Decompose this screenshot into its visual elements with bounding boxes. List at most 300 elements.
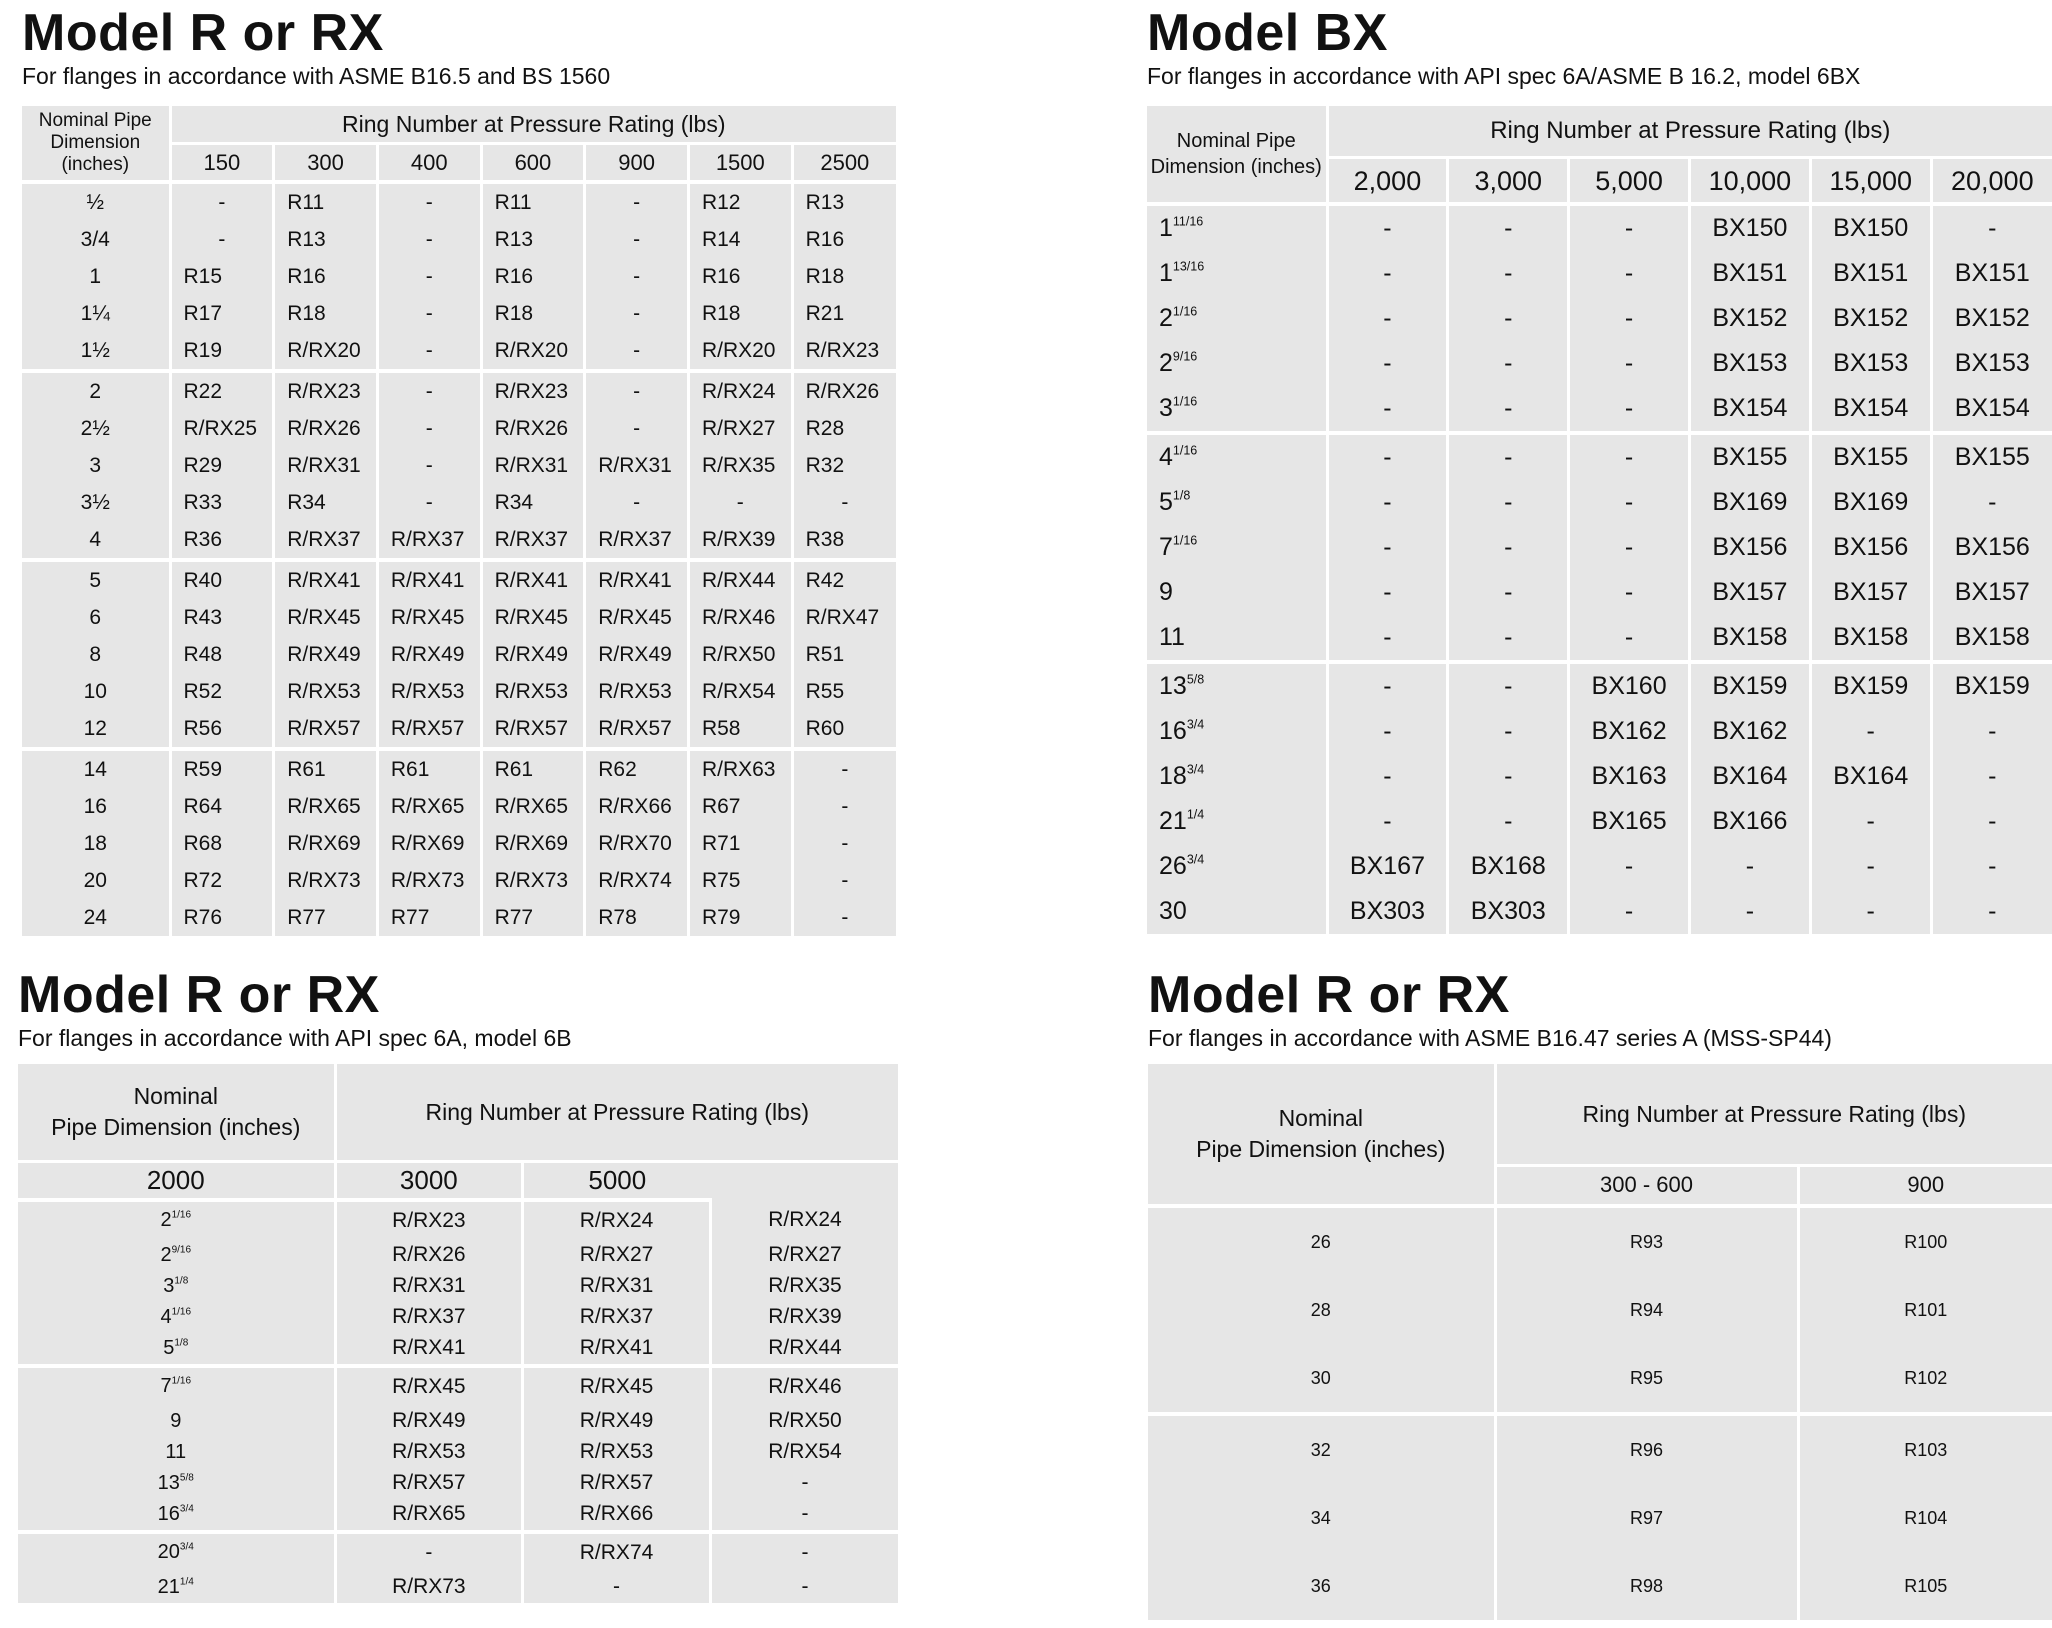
dim-whole: 18 [1159,762,1187,790]
dim-cell: ½ [22,182,170,221]
dim-whole: 1 [1159,259,1173,287]
ring-cell: R61 [274,749,378,788]
ring-cell: R98 [1495,1552,1798,1620]
ring-cell: - [1327,525,1448,570]
ring-cell: R16 [688,258,792,295]
panel-title: Model R or RX [22,4,384,62]
ring-cell: BX303 [1327,889,1448,934]
ring-cell: BX155 [1810,433,1931,480]
dim-whole: 16 [1159,717,1187,745]
panel-subtitle: For flanges in accordance with API spec 6A/ASME B 16.2, model 6BX [1147,63,1861,89]
ring-cell: - [1810,889,1931,934]
ring-cell: R/RX24 [768,1207,842,1231]
ring-cell: R/RX37 [585,521,689,560]
dim-fraction: 1/16 [1172,533,1198,548]
ring-cell: R/RX69 [274,825,378,862]
ring-cell: R/RX57 [523,1468,711,1499]
ring-cell: R/RX47 [805,605,880,629]
ring-cell: BX154 [1689,386,1810,433]
ring-cell: - [1448,662,1569,709]
dim-cell [18,1406,335,1437]
rating-header-2: 400 [377,144,481,183]
ring-cell: - [688,484,792,521]
dim-cell: 3 [22,447,170,484]
table-row [22,221,896,258]
ring-cell: R/RX65 [274,788,378,825]
ring-cell: - [841,757,849,781]
dim-fraction: 1/8 [174,1337,189,1348]
dim-whole: 11 [1159,623,1185,651]
ring-cell: - [1327,204,1448,251]
dim-fraction: 1/4 [179,1576,194,1587]
rating-header-1: 3,000 [1448,158,1569,205]
dim-cell: 10 [22,673,170,710]
ring-cell: - [1448,251,1569,296]
dim-cell: 34 [1148,1484,1495,1552]
ring-cell: - [1327,341,1448,386]
ring-cell: BX303 [1448,889,1569,934]
rating-header-1: 900 [1798,1165,2052,1206]
ring-cell: R/RX50 [768,1409,842,1432]
dim-cell [18,1437,335,1468]
ring-cell: R/RX27 [688,410,792,447]
ring-cell: R19 [170,332,274,371]
dim-whole: 9 [170,1409,182,1432]
table-row [1147,296,2052,341]
ring-cell: R36 [170,521,274,560]
ring-cell: R22 [170,371,274,410]
ring-cell: R/RX53 [585,673,689,710]
rating-header-6: 2500 [792,144,896,183]
rating-header-4: 900 [585,144,689,183]
ring-cell: R18 [481,295,585,332]
ring-cell: R72 [170,862,274,899]
dim-fraction: 9/16 [1172,349,1198,364]
ring-cell: R/RX41 [523,1333,711,1366]
ring-cell: R/RX37 [377,521,481,560]
ring-cell: - [585,332,689,371]
table-row [18,1333,898,1366]
dim-cell [18,1366,335,1406]
dim-whole: 3 [1159,394,1173,422]
ring-cell: BX155 [1954,443,2030,471]
ring-cell: R52 [170,673,274,710]
dim-cell: 12 [22,710,170,749]
ring-cell: R13 [274,221,378,258]
ring-cell: - [1988,488,1997,516]
ring-cell: BX157 [1810,570,1931,615]
rating-header-4: 15,000 [1810,158,1931,205]
ring-cell: R/RX26 [335,1240,523,1271]
ring-cell: - [1569,570,1690,615]
ring-cell: - [1327,480,1448,525]
ring-cell: - [1569,341,1690,386]
dim-cell: 28 [1148,1276,1495,1344]
ring-cell: R101 [1904,1299,1948,1320]
dim-whole: 26 [1159,852,1187,880]
ring-header: Ring Number at Pressure Rating (lbs) [170,106,896,144]
ring-cell: BX159 [1954,672,2030,700]
dim-fraction: 11/16 [1172,214,1204,229]
dim-cell [18,1572,335,1603]
ring-cell: - [1810,709,1931,754]
ring-cell: - [1327,662,1448,709]
ring-cell: - [710,1499,898,1532]
ring-cell: BX153 [1954,349,2030,377]
ring-cell: R18 [688,295,792,332]
dim-whole: 3 [163,1274,175,1297]
ring-cell: R94 [1495,1276,1798,1344]
table-row [22,182,896,221]
ring-cell: R97 [1495,1484,1798,1552]
dim-header: Nominal Pipe Dimension (inches) [1147,106,1327,204]
table-row [1147,570,2052,615]
dim-cell [1147,844,1327,889]
ring-cell: BX153 [1810,341,1931,386]
table-row [22,484,896,521]
dim-whole: 21 [1159,807,1187,835]
dim-cell [1147,570,1327,615]
ring-cell: R/RX49 [585,636,689,673]
dim-cell [1147,433,1327,480]
table-row [22,749,896,788]
rating-header-1: 300 [274,144,378,183]
table-row [22,521,896,560]
ring-cell: - [585,182,689,221]
ring-cell: R/RX46 [688,599,792,636]
table-row [1147,615,2052,662]
ring-cell: - [1569,204,1690,251]
dim-whole: 4 [1159,443,1173,471]
ring-cell: BX156 [1954,533,2030,561]
ring-cell: R/RX37 [481,521,585,560]
ring-cell: BX165 [1569,799,1690,844]
table-row [1147,754,2052,799]
ring-cell: R/RX45 [377,599,481,636]
ring-cell: R12 [688,182,792,221]
ring-cell: R/RX24 [688,371,792,410]
dim-whole: 30 [1159,897,1187,925]
dim-header [1148,1064,1495,1206]
ring-cell: R/RX57 [335,1468,523,1499]
ring-cell: R58 [688,710,792,749]
ring-cell: - [1569,296,1690,341]
dim-cell [18,1532,335,1572]
ring-table-api-6b [18,1064,898,1603]
table-row [1147,889,2052,934]
panel-model-r-rx-asme-b165 [22,4,896,929]
ring-cell: R/RX69 [481,825,585,862]
ring-cell: R/RX35 [768,1274,842,1297]
ring-cell: - [585,221,689,258]
ring-cell: R/RX20 [481,332,585,371]
table-row [18,1572,898,1603]
table-row [22,710,896,749]
ring-cell: - [1327,615,1448,662]
ring-cell: BX158 [1810,615,1931,662]
ring-cell: - [1988,852,1997,880]
ring-cell: R/RX31 [481,447,585,484]
ring-cell: R34 [481,484,585,521]
ring-cell: R61 [377,749,481,788]
dim-cell: 18 [22,825,170,862]
ring-cell: R/RX45 [585,599,689,636]
table-row [18,1437,898,1468]
panel-subtitle: For flanges in accordance with ASME B16.47 series A (MSS-SP44) [1148,1025,1832,1051]
rating-header-0: 300 - 600 [1495,1165,1798,1206]
dim-whole: 5 [1159,488,1173,516]
rating-header-0: 150 [170,144,274,183]
ring-cell: R/RX49 [274,636,378,673]
ring-cell: - [1569,433,1690,480]
table-row [1147,844,2052,889]
ring-cell: R/RX65 [377,788,481,825]
dim-fraction: 1/16 [171,1375,192,1387]
table-row [1147,525,2052,570]
ring-cell: R51 [805,642,845,666]
table-row [18,1271,898,1302]
dim-header-line-1: Nominal [133,1083,218,1109]
ring-cell: R/RX44 [688,560,792,599]
ring-cell: R/RX53 [481,673,585,710]
ring-cell: - [585,484,689,521]
table-row [22,447,896,484]
ring-cell: R15 [170,258,274,295]
dim-fraction: 3/4 [179,1541,194,1553]
dim-cell [1147,662,1327,709]
ring-cell: R13 [481,221,585,258]
panel-model-r-rx-asme-b1647 [1148,966,2052,1596]
ring-cell: - [1810,844,1931,889]
ring-cell: R/RX57 [585,710,689,749]
ring-cell: R/RX26 [805,379,880,403]
ring-cell: - [377,371,481,410]
dim-cell [18,1200,335,1240]
ring-cell: R/RX41 [274,560,378,599]
rating-header-2: 5000 [523,1162,711,1200]
ring-cell: - [1569,525,1690,570]
dim-cell: 3½ [22,484,170,521]
ring-cell: - [801,1575,809,1598]
ring-cell: - [1448,296,1569,341]
ring-cell: - [1448,386,1569,433]
rating-header-3: 600 [481,144,585,183]
ring-cell: - [1327,709,1448,754]
dim-cell [18,1240,335,1271]
dim-fraction: 13/16 [1172,259,1205,274]
ring-cell: R/RX45 [481,599,585,636]
table-row [1147,433,2052,480]
dim-cell: 16 [22,788,170,825]
ring-cell: BX162 [1689,709,1810,754]
ring-cell: R/RX31 [274,447,378,484]
ring-cell: - [1327,754,1448,799]
ring-cell: - [1327,570,1448,615]
ring-cell: R17 [170,295,274,332]
dim-fraction: 5/8 [1186,672,1205,687]
ring-cell: BX154 [1810,386,1931,433]
ring-cell: R38 [792,521,896,560]
ring-cell: R33 [170,484,274,521]
dim-cell [18,1468,335,1499]
dim-cell [1147,889,1327,934]
ring-cell: - [1569,615,1690,662]
ring-cell: R14 [688,221,792,258]
dim-header-line-1: Nominal [1278,1105,1363,1131]
ring-cell: R77 [481,899,585,936]
ring-cell: - [377,484,481,521]
ring-cell: R/RX69 [377,825,481,862]
table-row [18,1366,898,1406]
dim-cell [1147,480,1327,525]
table-row [1148,1484,2052,1552]
table-row [18,1532,898,1572]
dim-cell [18,1333,335,1366]
dim-header-line-2: Pipe Dimension (inches) [51,1114,301,1140]
dim-fraction: 3/4 [1186,717,1205,732]
ring-cell: R/RX23 [481,371,585,410]
ring-cell: R/RX73 [481,862,585,899]
dim-cell [1147,799,1327,844]
panel-title: Model BX [1147,4,1388,62]
ring-cell: R/RX57 [274,710,378,749]
ring-cell: R/RX39 [688,521,792,560]
dim-cell: 32 [1148,1414,1495,1484]
ring-cell: R/RX25 [170,410,274,447]
ring-cell: - [1569,844,1690,889]
ring-cell: - [1988,717,1997,745]
ring-cell: R/RX49 [335,1406,523,1437]
dim-cell [1147,204,1327,251]
table-row [22,899,896,936]
ring-cell: R75 [688,862,792,899]
ring-cell: R/RX46 [768,1374,842,1398]
ring-cell: BX169 [1689,480,1810,525]
ring-cell: BX150 [1689,204,1810,251]
ring-cell: - [1448,525,1569,570]
ring-cell: BX159 [1689,662,1810,709]
rating-header-2: 5,000 [1569,158,1690,205]
ring-cell: BX160 [1569,662,1690,709]
ring-cell: BX153 [1689,341,1810,386]
table-row [22,371,896,410]
table-row [1148,1344,2052,1414]
ring-cell: R42 [805,568,845,592]
ring-cell: - [841,868,849,892]
panel-model-bx [1147,4,2052,925]
table-row [22,825,896,862]
table-row [22,673,896,710]
ring-cell: R67 [688,788,792,825]
ring-cell: R/RX74 [523,1532,711,1572]
ring-cell: R/RX53 [377,673,481,710]
table-row [1148,1414,2052,1484]
ring-cell: R/RX37 [274,521,378,560]
ring-cell: - [1448,754,1569,799]
ring-cell: BX168 [1448,844,1569,889]
ring-cell: R/RX65 [481,788,585,825]
dim-whole: 13 [157,1471,180,1494]
ring-cell: R/RX41 [377,560,481,599]
ring-cell: - [1448,204,1569,251]
ring-cell: R/RX27 [523,1240,711,1271]
ring-cell: BX166 [1689,799,1810,844]
ring-cell: R56 [170,710,274,749]
ring-cell: R/RX23 [274,371,378,410]
dim-cell: 1¼ [22,295,170,332]
ring-cell: - [1327,386,1448,433]
ring-cell: R/RX45 [274,599,378,636]
ring-cell: R/RX37 [523,1302,711,1333]
dim-cell [1147,386,1327,433]
ring-cell: R/RX45 [335,1366,523,1406]
table-row [18,1499,898,1532]
ring-cell: - [1448,799,1569,844]
ring-cell: - [841,831,849,855]
ring-cell: - [841,905,849,929]
dim-cell: 6 [22,599,170,636]
ring-cell: R/RX26 [481,410,585,447]
ring-cell: R/RX70 [585,825,689,862]
dim-cell [1147,615,1327,662]
ring-cell: R77 [274,899,378,936]
ring-cell: - [1448,615,1569,662]
ring-cell: R/RX41 [585,560,689,599]
ring-cell: R104 [1904,1507,1948,1528]
dim-cell [1147,341,1327,386]
ring-cell: R29 [170,447,274,484]
ring-cell: BX157 [1954,578,2030,606]
ring-cell: - [1988,762,1997,790]
dim-whole: 7 [160,1375,172,1397]
ring-cell: R28 [805,416,845,440]
ring-cell: R77 [377,899,481,936]
dim-cell: 4 [22,521,170,560]
dim-header-line-2: Pipe Dimension (inches) [1196,1136,1446,1162]
ring-cell: R/RX73 [377,862,481,899]
ring-cell: - [1448,480,1569,525]
dim-cell: 2½ [22,410,170,447]
ring-cell: R59 [170,749,274,788]
table-row [1148,1552,2052,1620]
ring-cell: - [1448,709,1569,754]
ring-cell: R/RX66 [523,1499,711,1532]
ring-cell: R/RX26 [274,410,378,447]
ring-cell: BX156 [1689,525,1810,570]
ring-cell: R79 [688,899,792,936]
ring-cell: R/RX31 [585,447,689,484]
ring-cell: - [1689,889,1810,934]
dim-whole: 13 [1159,672,1187,700]
ring-cell: - [585,295,689,332]
dim-whole: 4 [160,1305,172,1328]
table-row [1147,386,2052,433]
ring-cell: - [377,332,481,371]
dim-fraction: 1/16 [1172,443,1198,458]
ring-cell: R64 [170,788,274,825]
ring-cell: BX164 [1810,754,1931,799]
dim-fraction: 1/16 [171,1306,192,1317]
ring-cell: BX169 [1810,480,1931,525]
dim-cell: 2 [22,371,170,410]
ring-cell: - [377,410,481,447]
ring-cell: BX154 [1931,386,2052,433]
dim-fraction: 3/4 [1186,852,1205,867]
table-row [22,862,896,899]
dim-fraction: 3/4 [1186,762,1205,777]
ring-cell: - [377,182,481,221]
dim-fraction: 1/4 [1186,807,1205,822]
